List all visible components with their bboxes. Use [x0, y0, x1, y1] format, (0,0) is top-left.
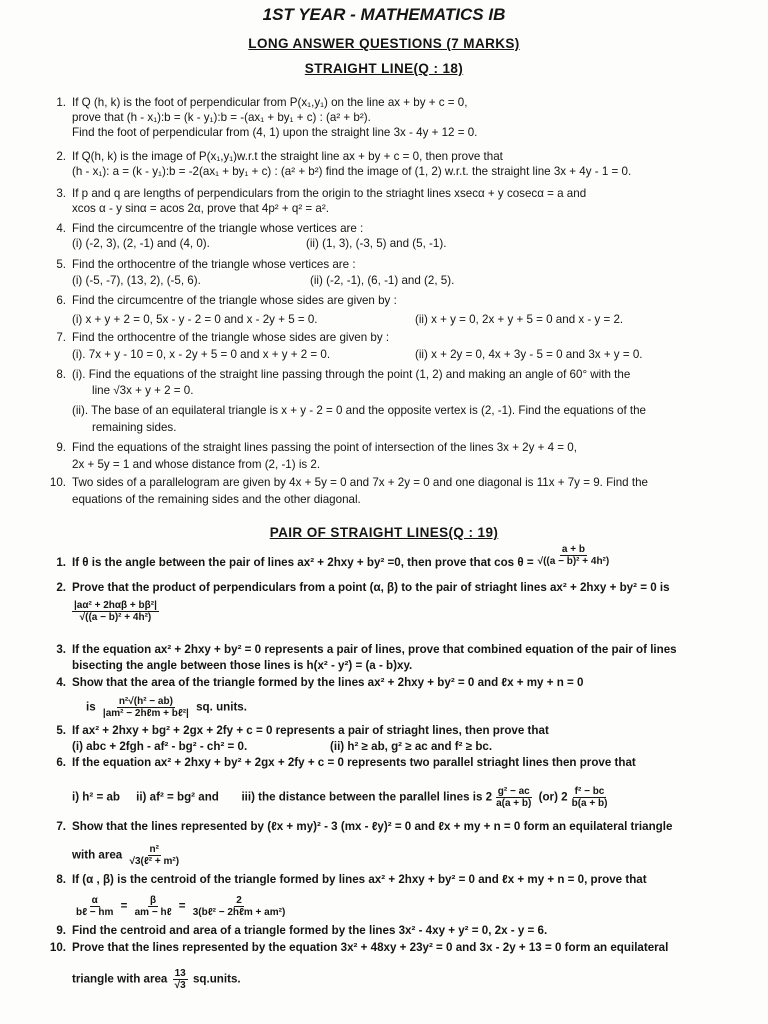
question-3: 3. If p and q are lengths of perpendiculars from the origin to the striaght lines xsecα + y cosecα = a and	[56, 187, 587, 200]
question-4-part-i: (i) (-2, 3), (2, -1) and (4, 0).	[72, 237, 210, 250]
pair-question-2: 2. Prove that the product of perpendiculars from a point (α, β) to the pair of striaght lines ax² + 2hxy + by² = 0 is	[56, 581, 670, 594]
question-5-part-i: (i) (-5, -7), (13, 2), (-5, 6).	[72, 274, 201, 287]
area-fraction: $\frac{\text{n²√(h² − ab)}}{\text{|am² − 2hℓm + bℓ²|}}$	[102, 696, 189, 719]
question-6-part-i: (i) x + y + 2 = 0, 5x - y - 2 = 0 and x - 2y + 5 = 0.	[72, 313, 318, 326]
question-8-text: line √3x + y + 2 = 0.	[92, 384, 194, 397]
question-7: 7. Find the orthocentre of the triangle whose sides are given by :	[56, 331, 390, 344]
pair-question-8-formula: $\frac{\alpha}{\text{bℓ − hm}}$ = $\frac{\beta}{\text{am − hℓ}}$ = $\frac{2}{\text{3(bℓ² − 2hℓm + am²)}}$	[76, 895, 286, 918]
question-6: 6. Find the circumcentre of the triangle whose sides are given by :	[56, 294, 397, 307]
question-10: 10. Two sides of a parallelogram are given by 4x + 5y = 0 and 7x + 2y = 0 and one diagonal is 11x + 7y = 9. Find the	[49, 476, 648, 489]
pair-question-3: 3. If the equation ax² + 2hxy + by² = 0 represents a pair of lines, prove that combined equation of the pair of lines	[56, 643, 677, 656]
area-fraction: $\frac{13}{√3}$	[174, 968, 186, 991]
document-title: 1ST YEAR - MATHEMATICS IB	[262, 5, 506, 24]
pair-question-4: 4. Show that the area of the triangle formed by the lines ax² + 2hxy + by² = 0 and ℓx + my + n = 0	[56, 676, 584, 689]
pair-question-4-formula: is $\frac{\text{n²√(h² − ab)}}{\text{|am² − 2hℓm + bℓ²|}}$ sq. units.	[86, 696, 247, 719]
question-9: 9. Find the equations of the straight lines passing the point of intersection of the lines 3x + 2y + 4 = 0,	[56, 441, 577, 454]
pair-question-6-parts: i) h² = ab ii) af² = bg² and iii) the distance between the parallel lines is 2 $\frac{\text{g² − ac}}{a(a + b)}$ (or) 2 $\frac{\text{f² − bc}}{b(a + b)}$	[72, 786, 608, 809]
question-2: 2. If Q(h, k) is the image of P(x₁,y₁)w.r.t the straight line ax + by + c = 0, then prove that	[56, 150, 503, 163]
question-8: 8. (i). Find the equations of the straight line passing through the point (1, 2) and making an angle of 60° with the	[56, 368, 631, 381]
section-subtitle: LONG ANSWER QUESTIONS (7 MARKS)	[248, 36, 520, 51]
centroid-fraction-1: $\frac{\alpha}{\text{bℓ − hm}}$	[76, 895, 114, 918]
pair-question-5: 5. If ax² + 2hxy + bg² + 2gx + 2fy + c = 0 represents a pair of striaght lines, then prove that	[56, 724, 549, 737]
question-2-text: (h - x₁): a = (k - y₁):b = -2(ax₁ + by₁ + c) : (a² + b²) find the image of (1, 2) w.r.t. the straight line 3x + 4y - 1 = 0.	[72, 165, 632, 178]
pair-question-2-formula	[70, 600, 161, 623]
distance-fraction-1: $\frac{\text{g² − ac}}{a(a + b)}$	[496, 786, 532, 809]
pair-question-6: 6. If the equation ax² + 2hxy + by² + 2gx + 2fy + c = 0 represents two parallel striaght lines then prove that	[56, 756, 636, 769]
question-1-text: Find the foot of perpendicular from (4, 1) upon the straight line 3x - 4y + 12 = 0.	[72, 126, 478, 139]
question-1-text: prove that (h - x₁):b = (k - y₁):b = -(ax₁ + by₁ + c) : (a² + b²).	[72, 111, 371, 124]
question-4: 4. Find the circumcentre of the triangle whose vertices are :	[56, 222, 364, 235]
pair-question-7-formula: with area $\frac{\text{n²}}{\text{√3(ℓ² + m²)}}$	[72, 844, 180, 867]
question-8-part-ii: (ii). The base of an equilateral triangle is x + y - 2 = 0 and the opposite vertex is (2, -1). Find the equations of the	[72, 404, 646, 417]
question-7-part-ii: (ii) x + 2y = 0, 4x + 3y - 5 = 0 and 3x + y = 0.	[415, 348, 643, 361]
pair-question-10-formula: triangle with area $\frac{13}{√3}$ sq.units.	[72, 968, 241, 991]
pair-question-5-part-i: (i) abc + 2fgh - af² - bg² - ch² = 0.	[72, 740, 248, 753]
distance-fraction-2: $\frac{\text{f² − bc}}{b(a + b)}$	[571, 786, 608, 809]
pair-question-7: 7. Show that the lines represented by (ℓx + my)² - 3 (mx - ℓy)² = 0 and ℓx + my + n = 0 form an equilateral triangle	[56, 820, 673, 833]
question-5: 5. Find the orthocentre of the triangle whose vertices are :	[56, 258, 356, 271]
section-heading-straight-line: STRAIGHT LINE(Q : 18)	[304, 61, 464, 76]
cos-theta-fraction: $\frac{a + b}{\text{√((a − b)² + 4h²)}}$	[537, 544, 610, 568]
pair-question-8: 8. If (α , β) is the centroid of the triangle formed by lines ax² + 2hxy + by² = 0 and ℓx + my + n = 0, prove that	[56, 873, 647, 886]
question-5-part-ii: (ii) (-2, -1), (6, -1) and (2, 5).	[310, 274, 455, 287]
section-heading-pair-of-lines: PAIR OF STRAIGHT LINES(Q : 19)	[269, 525, 499, 540]
pair-question-5-part-ii: (ii) h² ≥ ab, g² ≥ ac and f² ≥ bc.	[330, 740, 493, 753]
question-3-text: xcos α - y sinα = acos 2α, prove that 4p² + q² = a².	[72, 202, 329, 215]
question-1: 1. If Q (h, k) is the foot of perpendicular from P(x₁,y₁) on the line ax + by + c = 0,	[56, 96, 468, 109]
pair-question-3-text: bisecting the angle between those lines is h(x² - y²) = (a - b)xy.	[72, 659, 413, 672]
question-10-text: equations of the remaining sides and the other diagonal.	[72, 493, 361, 506]
area-fraction: $\frac{\text{n²}}{\text{√3(ℓ² + m²)}}$	[129, 844, 180, 867]
question-6-part-ii: (ii) x + y = 0, 2x + y + 5 = 0 and x - y = 2.	[415, 313, 624, 326]
question-8-text: remaining sides.	[92, 421, 177, 434]
question-4-part-ii: (ii) (1, 3), (-3, 5) and (5, -1).	[306, 237, 447, 250]
product-fraction: $\frac{\text{|aα² + 2hαβ + bβ²|}}{\text{√((a − b)² + 4h²)}}$	[74, 600, 157, 623]
pair-question-9: 9. Find the centroid and area of a triangle formed by the lines 3x² - 4xy + y² = 0, 2x - y = 6.	[56, 924, 548, 937]
question-7-part-i: (i). 7x + y - 10 = 0, x - 2y + 5 = 0 and x + y + 2 = 0.	[72, 348, 331, 361]
centroid-fraction-3: $\frac{2}{\text{3(bℓ² − 2hℓm + am²)}}$	[192, 895, 286, 918]
centroid-fraction-2: $\frac{\beta}{\text{am − hℓ}}$	[134, 895, 172, 918]
pair-question-1: 1. If θ is the angle between the pair of lines ax² + 2hxy + by² =0, then prove that cos θ = $\frac{a + b}{\text{√((a − b)² + 4h²)}}$	[56, 544, 610, 569]
pair-question-10: 10. Prove that the lines represented by the equation 3x² + 48xy + 23y² = 0 and 3x - 2y + 13 = 0 form an equilateral	[49, 941, 669, 954]
question-9-text: 2x + 5y = 1 and whose distance from (2, -1) is 2.	[72, 458, 321, 471]
